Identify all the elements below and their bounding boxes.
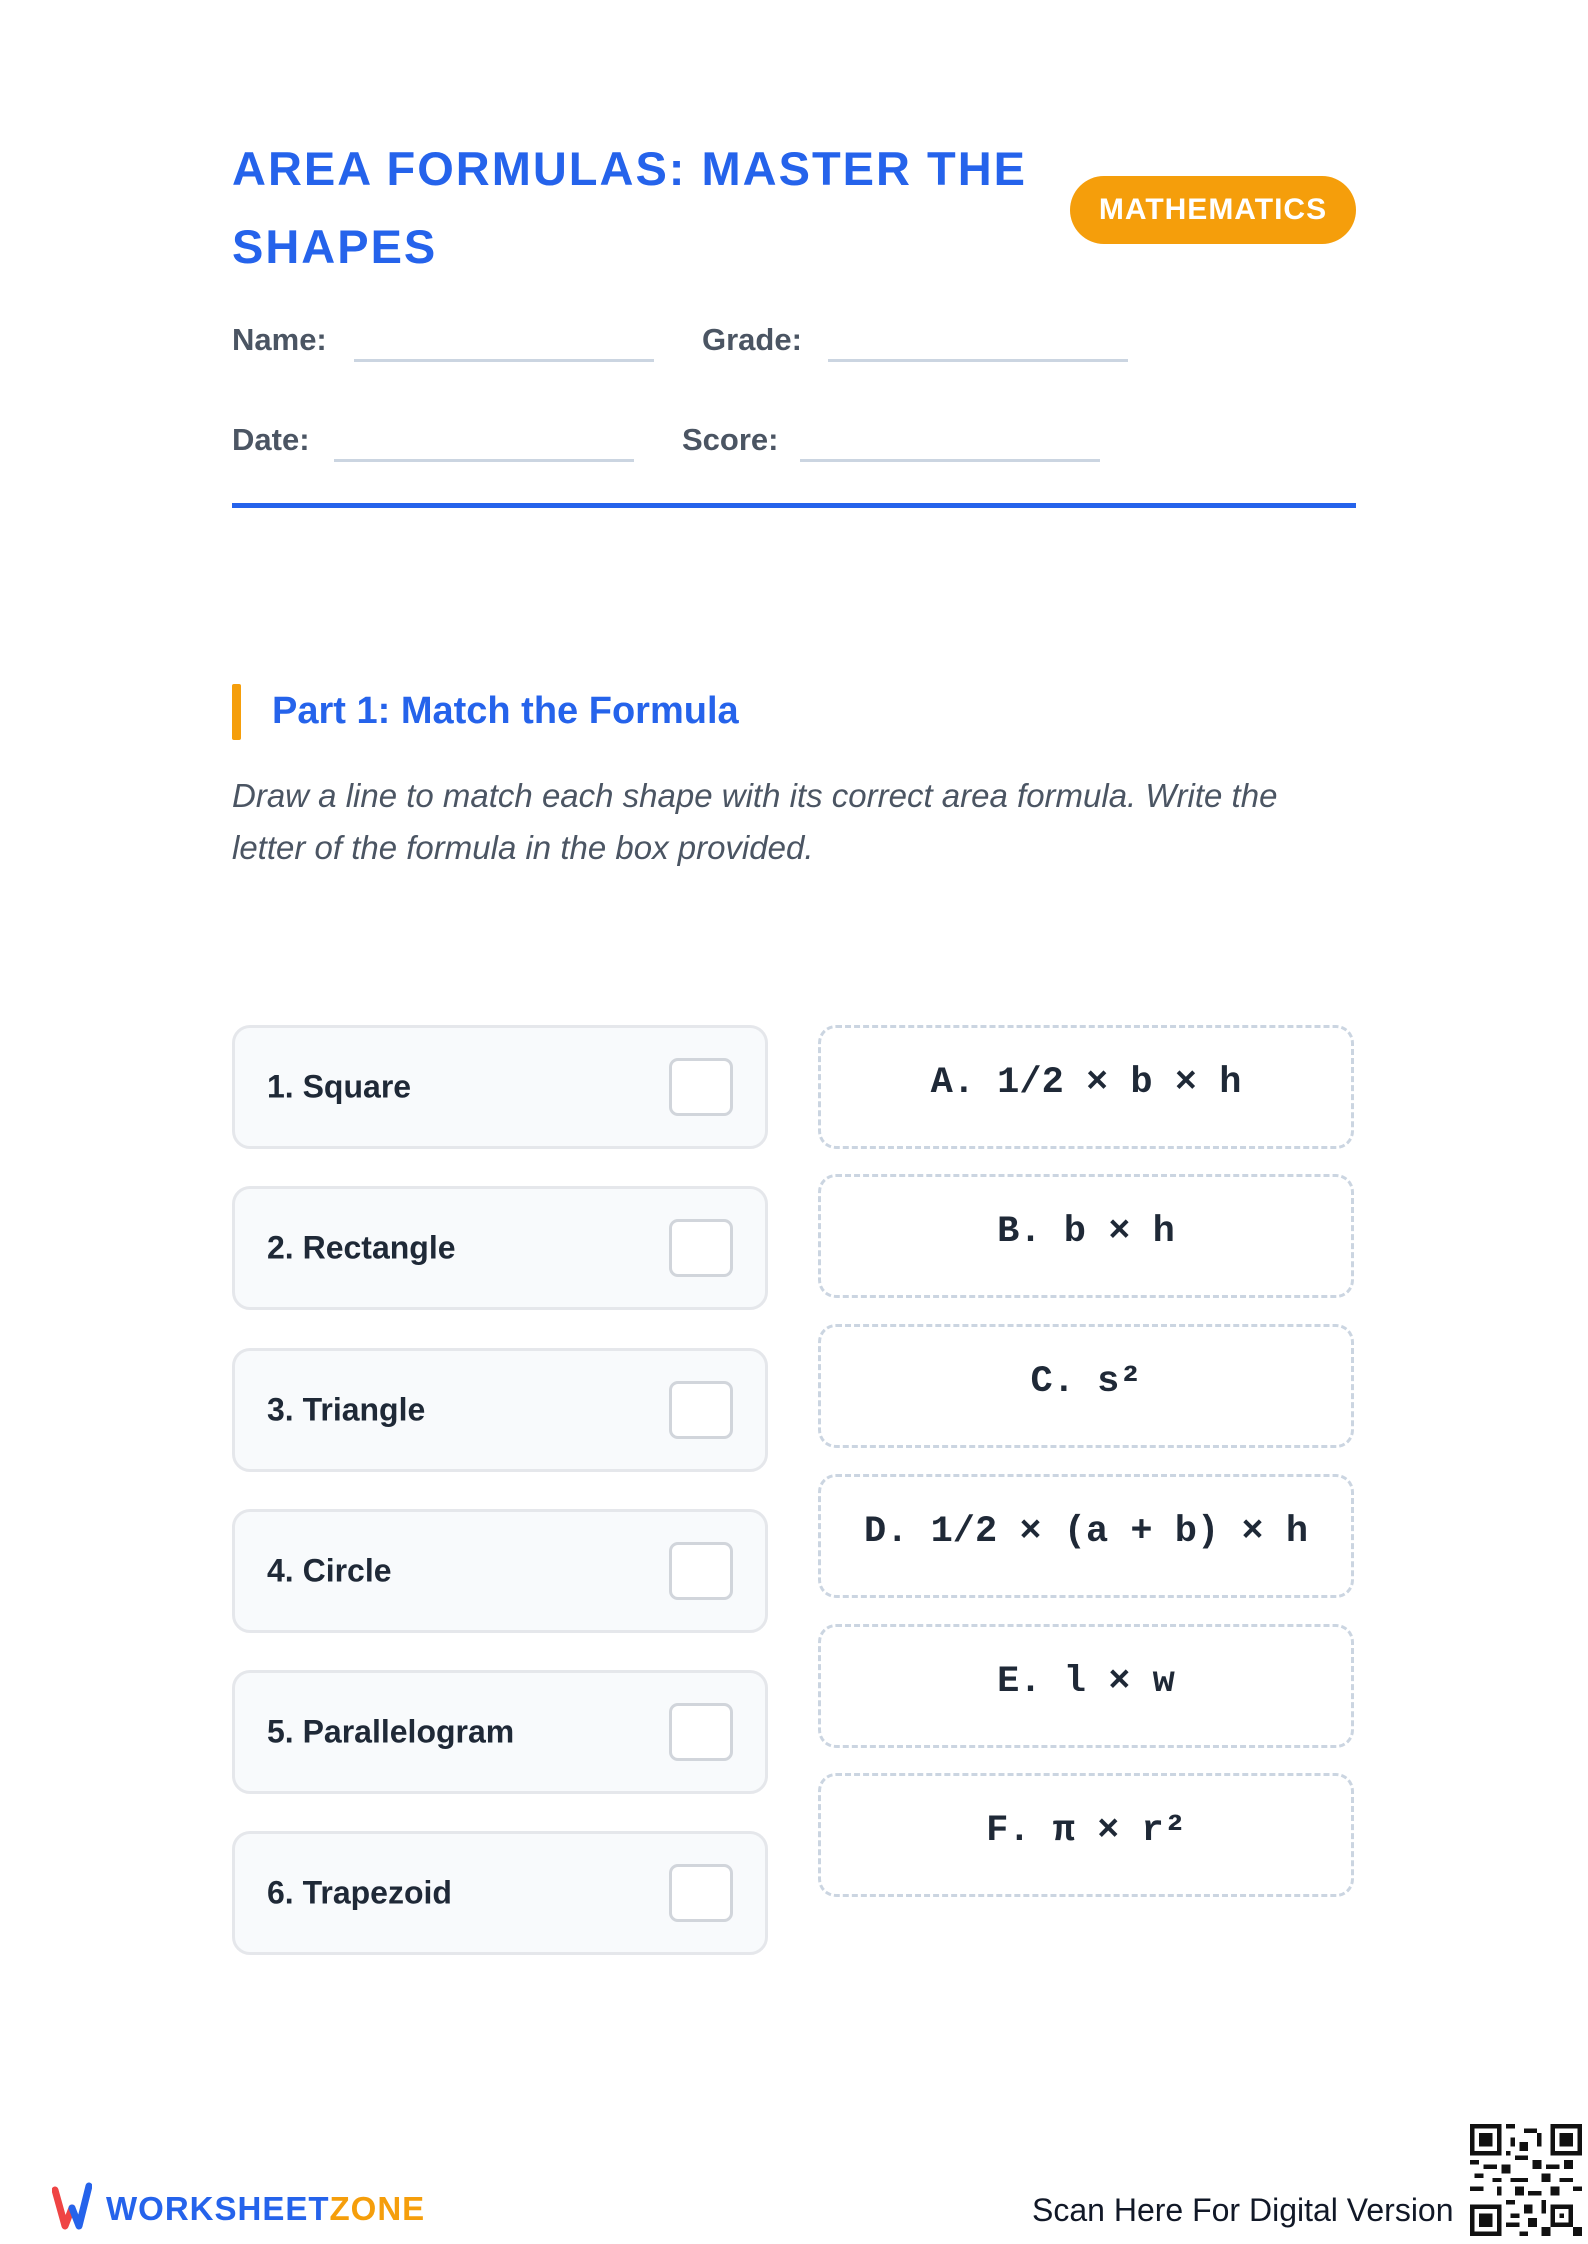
shape-label: 4. Circle	[267, 1552, 392, 1589]
date-field[interactable]	[334, 459, 634, 462]
shape-card-circle	[232, 1509, 768, 1633]
scan-caption: Scan Here For Digital Version	[1032, 2192, 1454, 2228]
score-field[interactable]	[800, 459, 1100, 462]
instructions: Draw a line to match each shape with its correct area formula. Write the letter of the formula in the box provided.	[232, 777, 1278, 866]
name-label: Name:	[232, 322, 327, 357]
shape-card-triangle	[232, 1348, 768, 1472]
date-label: Date:	[232, 422, 310, 457]
formula-card-f[interactable]	[818, 1773, 1354, 1897]
shape-card-parallelogram	[232, 1670, 768, 1794]
footer-brand[interactable]	[106, 2190, 425, 2228]
subject-badge: MATHEMATICS	[1070, 176, 1356, 244]
grade-label: Grade:	[702, 322, 802, 357]
shape-label: 5. Parallelogram	[267, 1713, 515, 1750]
formula-text: E. l × w	[997, 1661, 1175, 1703]
formula-text: C. s²	[1030, 1361, 1142, 1403]
header-divider	[232, 503, 1356, 508]
answer-box[interactable]	[669, 1381, 733, 1439]
shape-label: 6. Trapezoid	[267, 1874, 452, 1911]
section-accent-bar	[232, 684, 241, 740]
shape-label: 2. Rectangle	[267, 1229, 456, 1266]
shape-label: 1. Square	[267, 1068, 412, 1105]
grade-field[interactable]	[828, 359, 1128, 362]
qr-code-icon[interactable]	[1470, 2124, 1582, 2236]
formula-card-b[interactable]	[818, 1174, 1354, 1298]
answer-box[interactable]	[669, 1058, 733, 1116]
answer-box[interactable]	[669, 1542, 733, 1600]
section-title: Part 1: Match the Formula	[272, 690, 739, 732]
answer-box[interactable]	[669, 1703, 733, 1761]
worksheet-title	[232, 130, 1052, 286]
shape-card-trapezoid	[232, 1831, 768, 1955]
formula-card-c[interactable]	[818, 1324, 1354, 1448]
formula-card-e[interactable]	[818, 1624, 1354, 1748]
answer-box[interactable]	[669, 1864, 733, 1922]
shape-card-rectangle	[232, 1186, 768, 1310]
shape-card-square	[232, 1025, 768, 1149]
title-line-2: SHAPES	[232, 220, 438, 273]
brand-accent: ZONE	[329, 2190, 426, 2227]
title-line-1: AREA FORMULAS: MASTER THE	[232, 142, 1028, 195]
score-label: Score:	[682, 422, 779, 457]
brand-main: WORKSHEET	[106, 2190, 330, 2227]
formula-card-a[interactable]	[818, 1025, 1354, 1149]
formula-text: B. b × h	[997, 1211, 1175, 1253]
answer-box[interactable]	[669, 1219, 733, 1277]
formula-text: F. π × r²	[986, 1810, 1186, 1852]
shape-label: 3. Triangle	[267, 1391, 426, 1428]
formula-text: A. 1/2 × b × h	[930, 1062, 1242, 1104]
formula-card-d[interactable]	[818, 1474, 1354, 1598]
worksheetzone-logo-icon	[52, 2180, 92, 2232]
name-field[interactable]	[354, 359, 654, 362]
formula-text: D. 1/2 × (a + b) × h	[863, 1511, 1309, 1553]
